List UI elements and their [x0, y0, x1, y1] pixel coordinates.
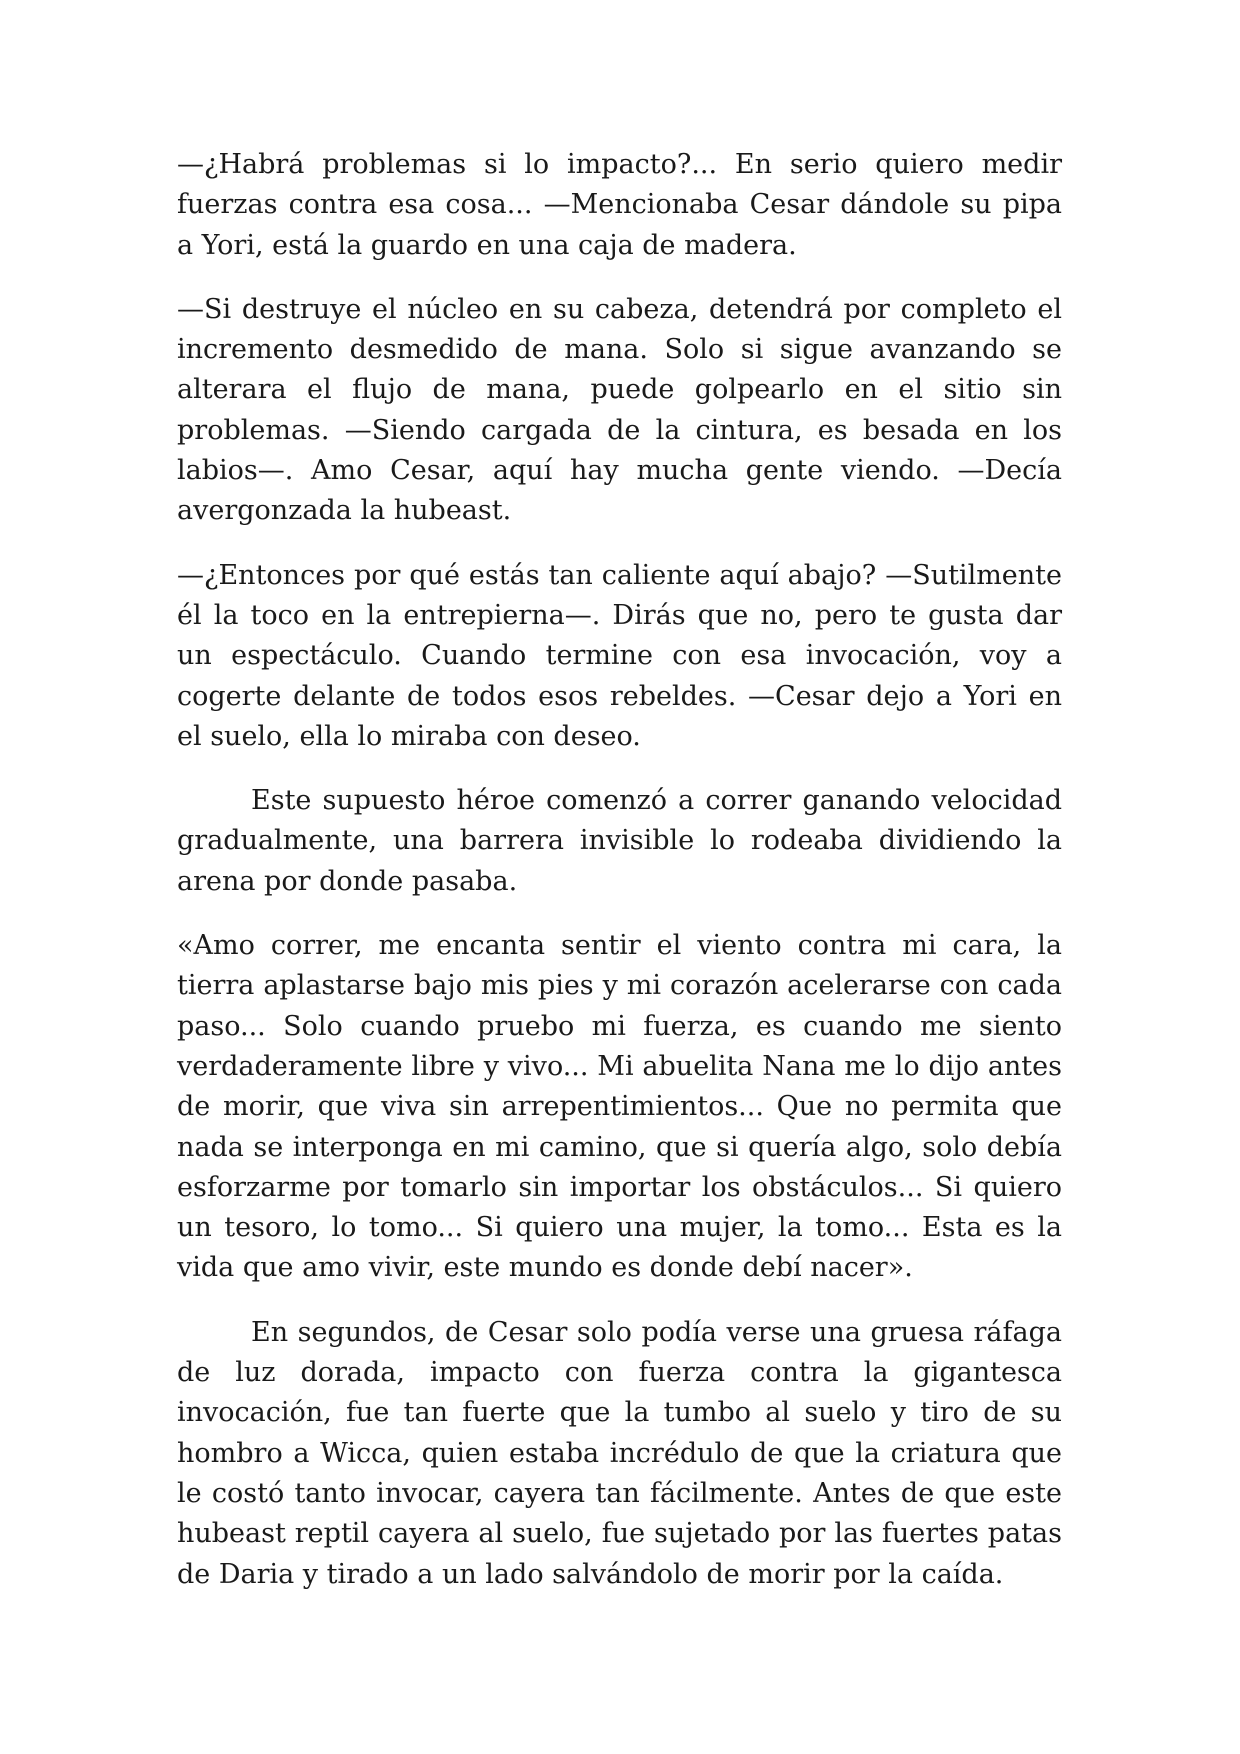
- paragraph-6: En segundos, de Cesar solo podía verse una gruesa ráfaga de luz dorada, impacto con fuerza contra la gigantesca invocación, fue tan fuerte que la tumbo al suelo y tiro de su hombro a Wicca, quien estaba incrédulo de que la criatura que le costó tanto invocar, cayera tan fácilmente. Antes de que este hubeast reptil cayera al suelo, fue sujetado por las fuertes patas de Daria y tirado a un lado salvándolo de morir por la caída.: [177, 1316, 1062, 1590]
- paragraph-3: —¿Entonces por qué estás tan caliente aquí abajo? —Sutilmente él la toco en la entrepierna—. Dirás que no, pero te gusta dar un espectáculo. Cuando termine con esa invocación, voy a cogerte delante de todos esos rebeldes. —Cesar dejo a Yori en el suelo, ella lo miraba con deseo.: [177, 559, 1062, 752]
- body-text: [177, 145, 1062, 1595]
- paragraph-5: «Amo correr, me encanta sentir el viento contra mi cara, la tierra aplastarse bajo mis pies y mi corazón acelerarse con cada paso... Solo cuando pruebo mi fuerza, es cuando me siento verdaderamente libre y vivo... Mi abuelita Nana me lo dijo antes de morir, que viva sin arrepentimientos... Que no permita que nada se interponga en mi camino, que si quería algo, solo debía esforzarme por tomarlo sin importar los obstáculos... Si quiero un tesoro, lo tomo... Si quiero una mujer, la tomo... Esta es la vida que amo vivir, este mundo es donde debí nacer».: [177, 930, 1062, 1284]
- paragraph-1: —¿Habrá problemas si lo impacto?... En serio quiero medir fuerzas contra esa cosa... —Mencionaba Cesar dándole su pipa a Yori, está la guardo en una caja de madera.: [177, 149, 1062, 261]
- paragraph-4: Este supuesto héroe comenzó a correr ganando velocidad gradualmente, una barrera invisible lo rodeaba dividiendo la arena por donde pasaba.: [177, 785, 1062, 897]
- paragraph-2: —Si destruye el núcleo en su cabeza, detendrá por completo el incremento desmedido de mana. Solo si sigue avanzando se alterara el flujo de mana, puede golpearlo en el sitio sin problemas. —Siendo cargada de la cintura, es besada en los labios—. Amo Cesar, aquí hay mucha gente viendo. —Decía avergonzada la hubeast.: [177, 293, 1062, 527]
